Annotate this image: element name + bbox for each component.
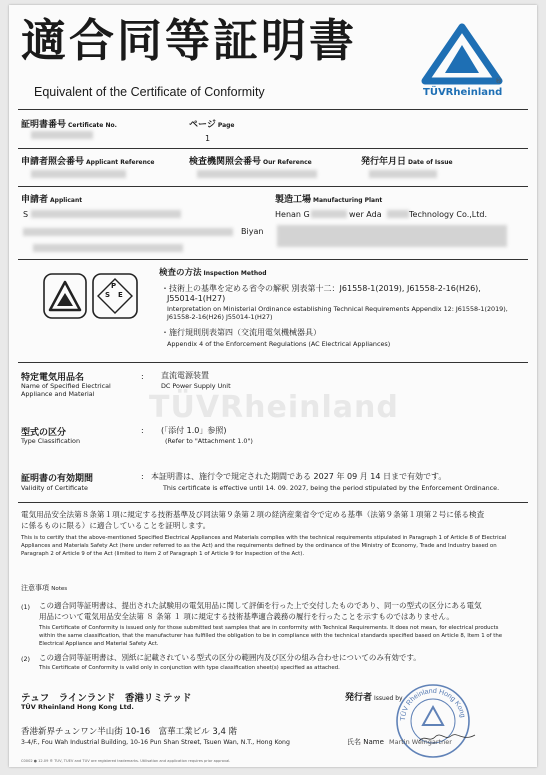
divider bbox=[18, 259, 528, 260]
logo-text: TÜVRheinland bbox=[423, 87, 503, 98]
product-name-value-en: DC Power Supply Unit bbox=[161, 382, 231, 390]
note1-jp-line2: 用品について電気用品安全法第 ８ 条第 １ 項に規定する技術基準適合義務の履行を行ったことを示すものではありません。 bbox=[39, 612, 454, 621]
signature bbox=[417, 729, 477, 741]
address-en: 3-4/F., Fou Wah Industrial Building, 10-16 Pun Shan Street, Tsuen Wan, N.T., Hong Kong bbox=[21, 739, 290, 746]
tuv-logo bbox=[417, 23, 507, 101]
note2-jp: この適合同等証明書は、別紙に記載されている型式の区分の範囲内及び区分の組み合わせについてのみ有効です。 bbox=[39, 653, 421, 662]
inspection-bullet2-jp: ・施行規則別表第四（交流用電気機械器具） bbox=[161, 328, 321, 337]
title-japanese: 適合同等証明書 bbox=[21, 14, 358, 67]
our-ref-redacted bbox=[197, 170, 317, 178]
issue-date-label: 発行年月日 Date of Issue bbox=[361, 157, 453, 167]
notes-heading: 注意事項 Notes bbox=[21, 584, 68, 592]
divider bbox=[18, 148, 528, 149]
pse-letter-p: P bbox=[111, 282, 117, 290]
plant-name-redacted bbox=[311, 210, 347, 218]
divider bbox=[18, 186, 528, 187]
note1-jp-line1: この適合同等証明書は、提出された試験用の電気用品に関して評価を行った上で交付したものであり、同一の型式の区分にある電気 bbox=[39, 601, 482, 610]
divider bbox=[18, 109, 528, 110]
plant-name-part2: wer Ada bbox=[349, 210, 382, 219]
issue-date-redacted bbox=[369, 170, 437, 178]
divider bbox=[18, 362, 528, 363]
plant-name-part1: Henan G bbox=[275, 210, 310, 219]
applicant-line1: S bbox=[23, 210, 29, 219]
pse-letter-s: S bbox=[105, 291, 111, 299]
page-label: ページ Page bbox=[189, 120, 235, 130]
applicant-ref-redacted bbox=[31, 170, 126, 178]
pse-marks-icon bbox=[43, 273, 143, 323]
marks-area bbox=[43, 273, 143, 323]
statement-jp-line2: に係るものに限る）に適合していることを証明します。 bbox=[21, 521, 211, 530]
validity-value-jp: 本証明書は、施行令で規定された期間である 2027 年 09 月 14 日まで有効です。 bbox=[151, 472, 447, 481]
plant-address-redacted bbox=[277, 225, 507, 247]
inspection-bullet2-en: Appendix 4 of the Enforcement Regulations (AC Electrical Appliances) bbox=[167, 340, 391, 348]
our-ref-label: 検査機関照会番号 Our Reference bbox=[189, 157, 312, 167]
statement-jp-line1: 電気用品安全法第８条第１項に規定する技術基準及び同法第９条第２項の経済産業省令で定める基準（法第９条第１項第２号に係る検査 bbox=[21, 510, 485, 519]
product-name-label-en2: Appliance and Material bbox=[21, 390, 95, 398]
applicant-address-end: Biyan bbox=[241, 227, 264, 236]
validity-label-en: Validity of Certificate bbox=[21, 484, 88, 492]
statement-en-line1: This is to certify that the above-mentioned Specified Electrical Appliances and Materials complies with the technical requirements stipulated in Paragraph 1 of Article 8 of Electrical bbox=[21, 535, 507, 541]
note1-en-line1: This Certificate of Conformity is issued only for those submitted test samples that are in conformity with Technical Requirements. It does not mean, for electrical products bbox=[39, 625, 499, 631]
note1-en-line3: Electrical Appliance and Material Safety Act. bbox=[39, 641, 159, 647]
colon: : bbox=[141, 472, 144, 481]
page-value: 1 bbox=[205, 134, 211, 143]
cert-no-redacted bbox=[31, 131, 93, 139]
fine-print: C0002 ● 12.09 ® TUV, TUEV and TUV are registered trademarks. Utilisation and application requires prior approval. bbox=[21, 759, 231, 763]
type-label-jp: 型式の区分 bbox=[21, 428, 67, 438]
tuv-triangle-icon bbox=[417, 23, 507, 85]
product-name-value-jp: 直流電源装置 bbox=[161, 371, 209, 380]
applicant-label: 申請者 Applicant bbox=[21, 195, 83, 205]
stamp-seal-icon bbox=[393, 681, 473, 761]
note2-en: This Certificate of Conformity is valid only in conjunction with type classification sheet(s) specified as attached. bbox=[39, 665, 340, 671]
applicant-name-redacted bbox=[31, 210, 181, 218]
type-value-en: (Refer to "Attachment 1.0") bbox=[165, 437, 253, 445]
company-name-jp: テュフ ラインランド 香港リミテッド bbox=[21, 693, 192, 704]
product-name-label-jp: 特定電気用品名 bbox=[21, 373, 85, 383]
inspection-bullet1-jp2: J55014-1(H27) bbox=[167, 294, 226, 303]
inspection-heading: 検査の方法 Inspection Method bbox=[159, 268, 267, 278]
note2-number: (2) bbox=[21, 655, 31, 663]
pse-letter-e: E bbox=[118, 291, 123, 299]
signer-name: Martin Weingartner bbox=[389, 738, 452, 746]
applicant-address-redacted bbox=[23, 228, 233, 236]
type-value-jp: (「添付 1.0」参照) bbox=[161, 426, 227, 435]
type-label-en: Type Classification bbox=[21, 437, 80, 445]
name-label: 氏名 Name bbox=[347, 738, 384, 746]
inspection-bullet1-jp: ・技術上の基準を定める省令の解釈 別表第十二：J61558-1(2019), J61558-2-16(H26), bbox=[161, 284, 481, 293]
colon: : bbox=[141, 372, 144, 381]
registered-mark: ® bbox=[495, 77, 502, 85]
product-name-label-en1: Name of Specified Electrical bbox=[21, 382, 111, 390]
signature-scribble-icon bbox=[417, 732, 477, 744]
applicant-ref-label: 申請者照会番号 Applicant Reference bbox=[21, 157, 155, 167]
validity-value-en: This certificate is effective until 14. 09. 2027, being the period stipulated by the Enforcement Ordinance. bbox=[163, 484, 500, 492]
address-jp: 香港新界チュンワン半山街 10-16 富華工業ビル 3,4 階 bbox=[21, 727, 238, 737]
watermark: TÜVRheinland bbox=[149, 390, 399, 425]
cert-no-label: 証明書番号 Certificate No. bbox=[21, 120, 117, 130]
validity-label-jp: 証明書の有効期間 bbox=[21, 474, 94, 484]
issued-by-label: 発行者 Issued by bbox=[345, 693, 403, 703]
note1-number: (1) bbox=[21, 603, 31, 611]
title-english: Equivalent of the Certificate of Conformity bbox=[34, 85, 265, 99]
statement-en-line3: Paragraph 2 of Article 9 of the Act (limited to item 2 of Paragraph 1 of Article 9 for Inspection of the Act). bbox=[21, 551, 305, 557]
inspection-bullet1-en2: J61558-2-16(H26) J55014-1(H27) bbox=[167, 313, 273, 321]
company-stamp bbox=[393, 681, 473, 761]
applicant-address2-redacted bbox=[33, 244, 183, 252]
company-name-en: TÜV Rheinland Hong Kong Ltd. bbox=[21, 703, 134, 711]
note1-en-line2: within the same classification, that the manufacturer has fulfilled the obligation to be in compliance with the technical standards specified based on Article 8, Item 1 of the bbox=[39, 633, 503, 639]
plant-name-part3: Technology Co.,Ltd. bbox=[409, 210, 487, 219]
plant-label: 製造工場 Manufacturing Plant bbox=[275, 195, 383, 205]
statement-en-line2: Appliances and Materials Safety Act (here under referred to as the Act) and the requirements defined by the ordinance of the Ministry of Economy, Trade and Industry based on bbox=[21, 543, 497, 549]
inspection-bullet1-en1: Interpretation on Ministerial Ordinance establishing Technical Requirements Appendix 12: J61558-1(2019), bbox=[167, 305, 508, 313]
colon: : bbox=[141, 426, 144, 435]
plant-name-redacted-2 bbox=[387, 210, 409, 218]
svg-text:TÜV Rheinland Hong Kong Ltd.: TÜV Rheinland Hong Kong bbox=[399, 687, 466, 722]
certificate-page bbox=[9, 5, 537, 767]
divider bbox=[18, 502, 528, 503]
